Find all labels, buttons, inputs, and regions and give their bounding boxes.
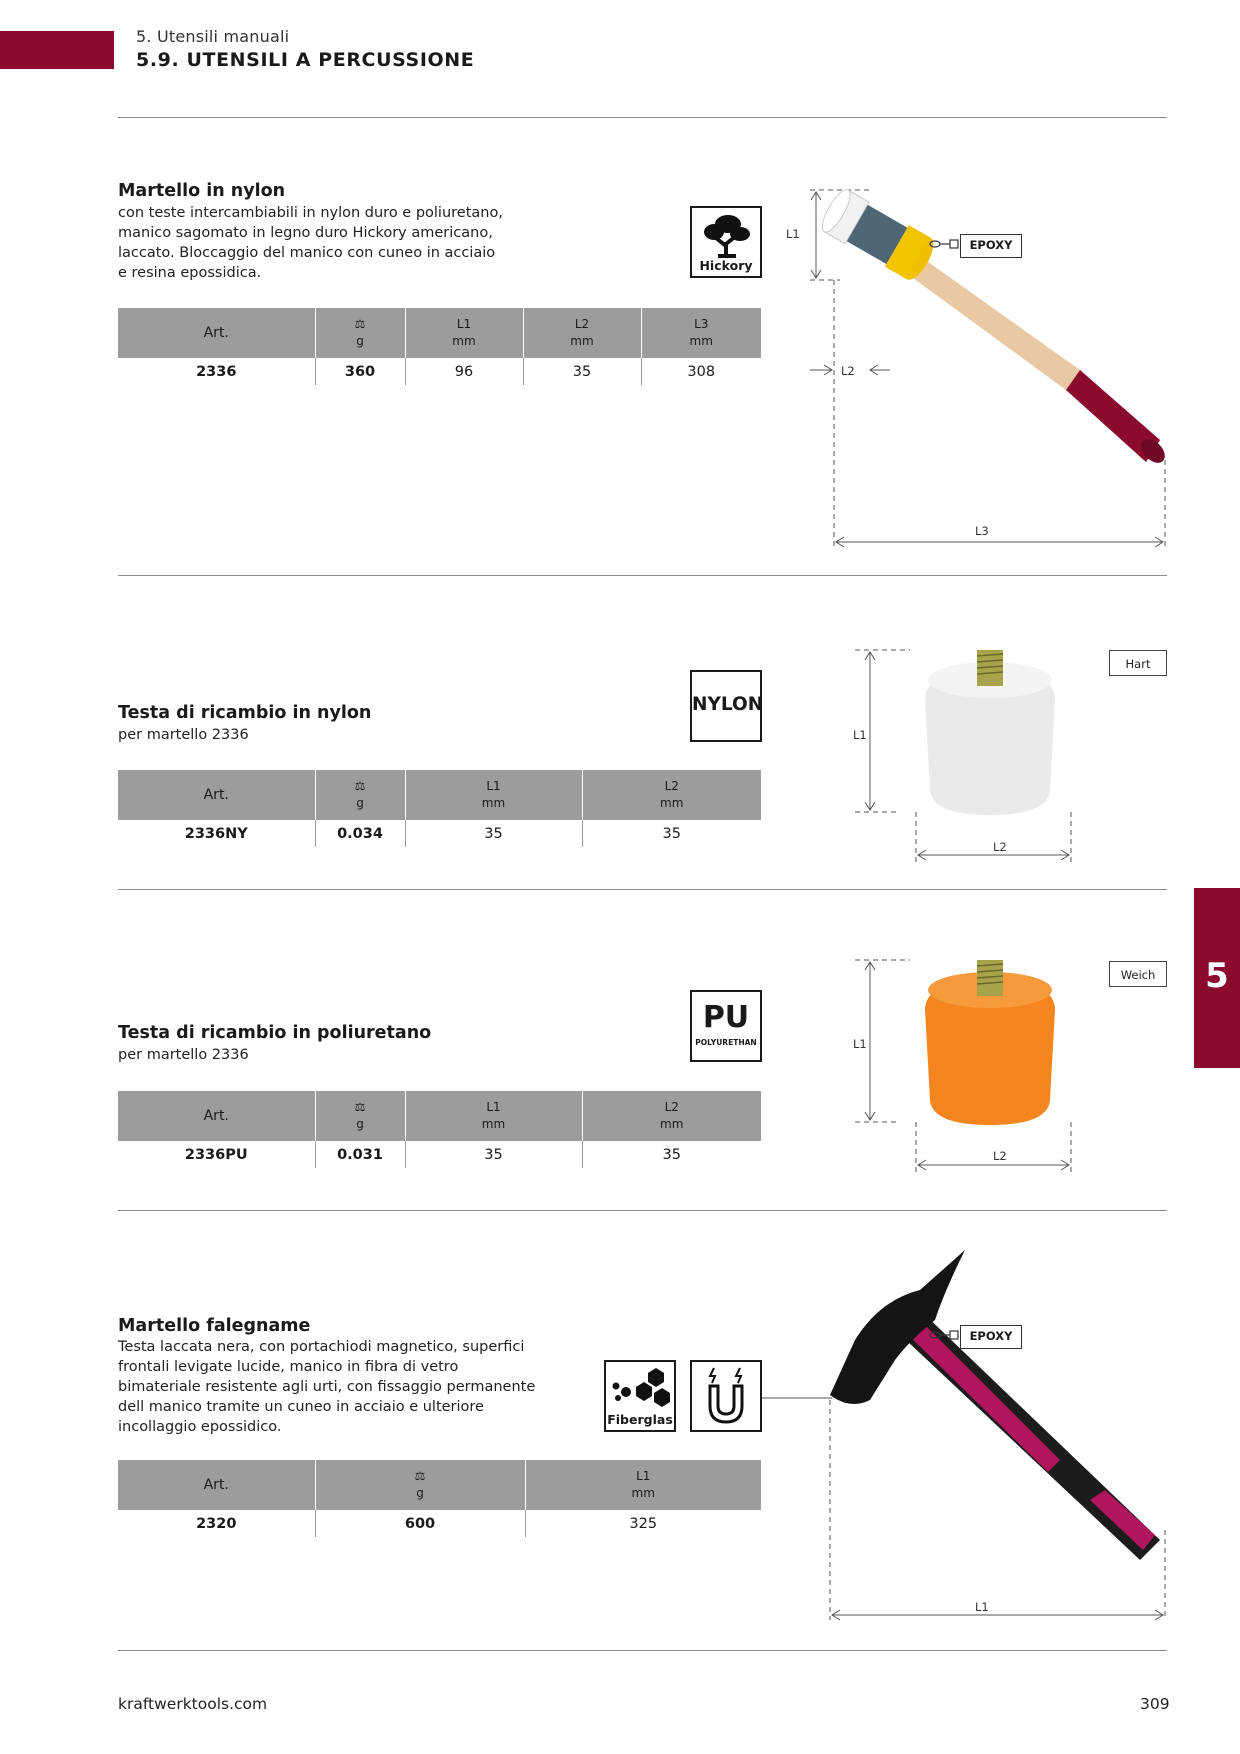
tree-icon — [692, 212, 760, 262]
col-header-art: Art. — [118, 1091, 315, 1141]
divider — [118, 889, 1167, 890]
col-header-l2: L2 mm — [523, 308, 641, 358]
pu-head-illustration — [850, 950, 1080, 1170]
divider — [118, 1650, 1167, 1651]
product-title: Testa di ricambio in nylon — [118, 703, 372, 723]
cell-l1: 325 — [525, 1510, 761, 1537]
breadcrumb: 5. Utensili manuali — [136, 27, 290, 46]
cell-weight: 0.034 — [315, 820, 405, 847]
cell-art: 2336NY — [184, 825, 248, 842]
magnet-badge — [690, 1360, 762, 1432]
product-description: Testa laccata nera, con portachiodi magnetico, superfici frontali levigate lucide, manico in fibra di vetro bimateriale resistente agli urti, con fissaggio permanente dell manico tramite un cuneo in acciaio e ulteriore incollaggio epossidico. — [118, 1339, 536, 1435]
hardness-tag: Hart — [1109, 650, 1167, 676]
dim-l2-label: L2 — [841, 364, 855, 378]
col-header-l1: L1 mm — [525, 1460, 761, 1510]
divider — [118, 117, 1167, 118]
table-row — [118, 1141, 761, 1168]
spec-table — [118, 1091, 761, 1168]
scale-icon: ⚖ — [354, 317, 366, 331]
dim-l1-label: L1 — [853, 1037, 867, 1051]
cell-l1: 96 — [405, 358, 523, 385]
badge-label: Hickory — [699, 258, 753, 273]
dim-l1-label: L1 — [786, 227, 800, 241]
product-description: per martello 2336 — [118, 727, 249, 743]
product-title: Testa di ricambio in poliuretano — [118, 1023, 432, 1043]
col-header-weight: ⚖ g — [315, 770, 405, 820]
col-header-l1: L1 mm — [405, 770, 582, 820]
cell-art: 2320 — [196, 1515, 237, 1532]
col-header-l1: L1 mm — [405, 1091, 582, 1141]
epoxy-label: EPOXY — [960, 1325, 1022, 1349]
page-number: 309 — [1140, 1695, 1170, 1713]
hickory-badge — [690, 206, 762, 278]
col-header-art: Art. — [118, 770, 315, 820]
col-header-art: Art. — [118, 1460, 315, 1510]
magnet-icon — [692, 1362, 760, 1430]
cell-l2: 35 — [523, 358, 641, 385]
product-title: Martello falegname — [118, 1316, 311, 1336]
col-header-weight: ⚖ g — [315, 1460, 525, 1510]
cell-l1: 35 — [405, 1141, 582, 1168]
col-header-weight: ⚖ g — [315, 1091, 405, 1141]
col-header-l2: L2 mm — [582, 770, 761, 820]
cell-l1: 35 — [405, 820, 582, 847]
scale-icon: ⚖ — [354, 1100, 366, 1114]
cell-weight: 0.031 — [315, 1141, 405, 1168]
col-header-weight: ⚖ g — [315, 308, 405, 358]
cell-weight: 360 — [315, 358, 405, 385]
badge-label: NYLON — [692, 694, 764, 715]
product-description: con teste intercambiabili in nylon duro e poliuretano, manico sagomato in legno duro Hickory americano, laccato. Bloccaggio del manico con cuneo in acciaio e resina epossidica. — [118, 205, 503, 281]
cell-l2: 35 — [582, 1141, 761, 1168]
scale-icon: ⚖ — [354, 779, 366, 793]
header-accent-band — [0, 31, 114, 69]
badge-label: Fiberglas — [607, 1412, 673, 1427]
table-row — [118, 1510, 761, 1537]
cell-weight: 600 — [315, 1510, 525, 1537]
chapter-tab[interactable] — [1194, 888, 1240, 1068]
dim-l1-label: L1 — [853, 728, 867, 742]
spec-table — [118, 308, 761, 385]
hexagon-fiber-icon — [606, 1364, 674, 1412]
scale-icon: ⚖ — [414, 1469, 426, 1483]
divider — [118, 1210, 1167, 1211]
section-title: 5.9. UTENSILI A PERCUSSIONE — [136, 49, 475, 71]
hardness-tag: Weich — [1109, 961, 1167, 987]
col-header-l1: L1 mm — [405, 308, 523, 358]
carpenter-hammer-illustration — [760, 1250, 1160, 1620]
cell-l2: 35 — [582, 820, 761, 847]
chapter-number: 5 — [1205, 956, 1229, 996]
nylon-head-illustration — [850, 640, 1080, 860]
badge-sublabel: POLYURETHAN — [695, 1038, 757, 1047]
col-header-l2: L2 mm — [582, 1091, 761, 1141]
cell-l3: 308 — [641, 358, 761, 385]
dim-l3-label: L3 — [975, 524, 989, 538]
table-row — [118, 820, 761, 847]
spec-table — [118, 770, 761, 847]
pu-badge — [690, 990, 762, 1062]
epoxy-label: EPOXY — [960, 234, 1022, 258]
table-row — [118, 358, 761, 385]
dim-l2-label: L2 — [993, 840, 1007, 854]
cell-art: 2336 — [196, 363, 237, 380]
col-header-art: Art. — [118, 308, 315, 358]
fiberglas-badge — [604, 1360, 676, 1432]
dim-l1-label: L1 — [975, 1600, 989, 1614]
divider — [118, 575, 1167, 576]
product-description: per martello 2336 — [118, 1047, 249, 1063]
nylon-badge — [690, 670, 762, 742]
dim-l2-label: L2 — [993, 1149, 1007, 1163]
footer-website[interactable]: kraftwerktools.com — [118, 1695, 268, 1713]
col-header-l3: L3 mm — [641, 308, 761, 358]
badge-label: PU — [702, 1000, 750, 1035]
spec-table — [118, 1460, 761, 1537]
cell-art: 2336PU — [184, 1146, 248, 1163]
product-title: Martello in nylon — [118, 181, 286, 201]
